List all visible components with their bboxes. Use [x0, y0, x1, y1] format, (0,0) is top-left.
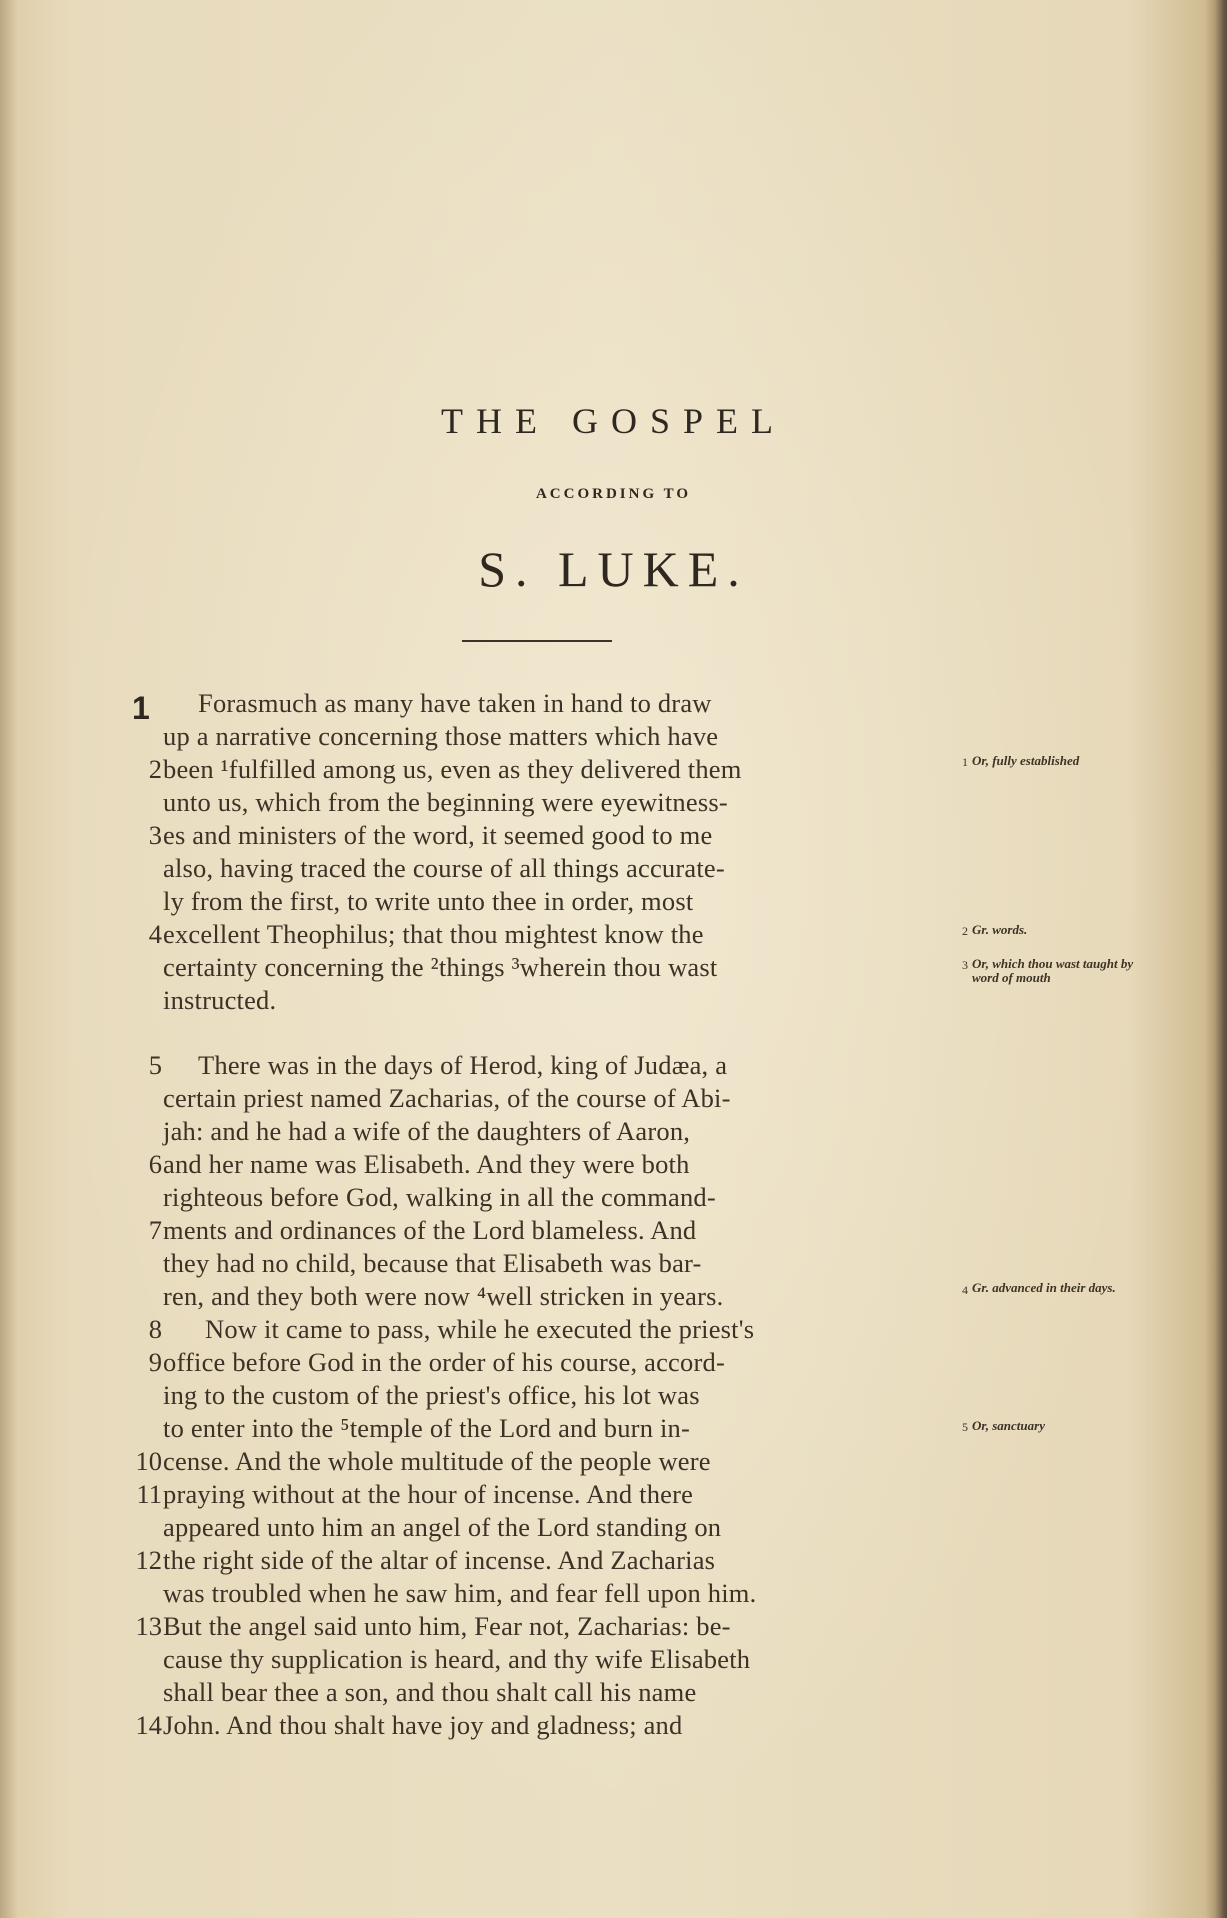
- title-divider: [462, 640, 612, 642]
- text-line-8: excellent Theophilus; that thou mightest know the: [163, 919, 704, 949]
- margin-note-2-text: Gr. words.: [972, 922, 1028, 937]
- text-line-25: appeared unto him an angel of the Lord standing on: [163, 1512, 722, 1542]
- margin-note-1-number: 1: [962, 755, 968, 769]
- verse-number-11: 11: [136, 1479, 162, 1509]
- text-line-27: was troubled when he saw him, and fear fell upon him.: [163, 1578, 757, 1608]
- text-line-5: es and ministers of the word, it seemed good to me: [163, 820, 713, 850]
- verse-number-4: 4: [148, 919, 162, 949]
- text-line-12: certain priest named Zacharias, of the course of Abi-: [163, 1083, 731, 1113]
- text-line-2: up a narrative concerning those matters which have: [163, 721, 719, 751]
- text-line-26: the right side of the altar of incense. And Zacharias: [163, 1545, 716, 1575]
- text-line-22: to enter into the ⁵temple of the Lord and burn in-: [163, 1413, 691, 1443]
- text-line-18: ren, and they both were now ⁴well stricken in years.: [163, 1281, 724, 1311]
- text-line-3: been ¹fulfilled among us, even as they delivered them: [163, 754, 742, 784]
- text-line-29: cause thy supplication is heard, and thy wife Elisabeth: [163, 1644, 751, 1674]
- margin-note-3-number: 3: [962, 958, 968, 972]
- text-line-21: ing to the custom of the priest's office, his lot was: [163, 1380, 700, 1410]
- verse-number-13: 13: [135, 1611, 162, 1641]
- verse-number-6: 6: [148, 1149, 162, 1179]
- text-line-9: certainty concerning the ²things ³wherein thou wast: [163, 952, 718, 982]
- text-line-24: praying without at the hour of incense. And there: [163, 1479, 694, 1509]
- text-line-20: office before God in the order of his course, accord-: [163, 1347, 725, 1377]
- verse-number-9: 9: [148, 1347, 162, 1377]
- verse-number-2: 2: [148, 754, 162, 784]
- text-line-16: ments and ordinances of the Lord blameless. And: [163, 1215, 697, 1245]
- text-line-13: jah: and he had a wife of the daughters of Aaron,: [163, 1116, 691, 1146]
- text-line-14: and her name was Elisabeth. And they were both: [163, 1149, 690, 1179]
- margin-note-1-text: Or, fully established: [972, 753, 1080, 768]
- verse-number-14: 14: [135, 1710, 162, 1740]
- text-line-23: cense. And the whole multitude of the people were: [163, 1446, 711, 1476]
- verse-number-7: 7: [148, 1215, 162, 1245]
- margin-note-3-text: Or, which thou wast taught by word of mouth: [972, 956, 1134, 985]
- page-left-shadow: [0, 0, 18, 1918]
- page-right-edge: [1205, 0, 1227, 1918]
- verse-number-8: 8: [148, 1314, 162, 1344]
- text-line-28: But the angel said unto him, Fear not, Zacharias: be-: [163, 1611, 731, 1641]
- according-to-label: ACCORDING TO: [535, 486, 692, 502]
- text-line-7: ly from the first, to write unto thee in order, most: [163, 886, 694, 916]
- verse-number-10: 10: [135, 1446, 162, 1476]
- gospel-title: THE GOSPEL: [441, 401, 786, 441]
- margin-note-4-number: 4: [962, 1283, 968, 1297]
- verse-number-5: 5: [148, 1050, 162, 1080]
- text-line-4: unto us, which from the beginning were eyewitness-: [163, 787, 728, 817]
- text-line-30: shall bear thee a son, and thou shalt call his name: [163, 1677, 697, 1707]
- margin-note-4-text: Gr. advanced in their days.: [972, 1280, 1116, 1295]
- chapter-number: 1: [132, 690, 150, 726]
- text-line-31: John. And thou shalt have joy and gladness; and: [163, 1710, 683, 1740]
- text-line-6: also, having traced the course of all things accurate-: [163, 853, 725, 883]
- text-line-19: Now it came to pass, while he executed the priest's: [205, 1314, 755, 1344]
- text-line-10: instructed.: [163, 985, 277, 1015]
- text-line-15: righteous before God, walking in all the command-: [163, 1182, 716, 1212]
- book-name: S. LUKE.: [478, 541, 749, 597]
- text-line-1: Forasmuch as many have taken in hand to draw: [198, 688, 712, 718]
- verse-number-3: 3: [148, 820, 162, 850]
- text-line-17: they had no child, because that Elisabeth was bar-: [163, 1248, 702, 1278]
- verse-number-12: 12: [135, 1545, 162, 1575]
- margin-note-2-number: 2: [962, 924, 968, 938]
- text-line-11: There was in the days of Herod, king of Judæa, a: [198, 1050, 728, 1080]
- margin-note-5-number: 5: [962, 1420, 968, 1434]
- margin-note-5-text: Or, sanctuary: [972, 1418, 1045, 1433]
